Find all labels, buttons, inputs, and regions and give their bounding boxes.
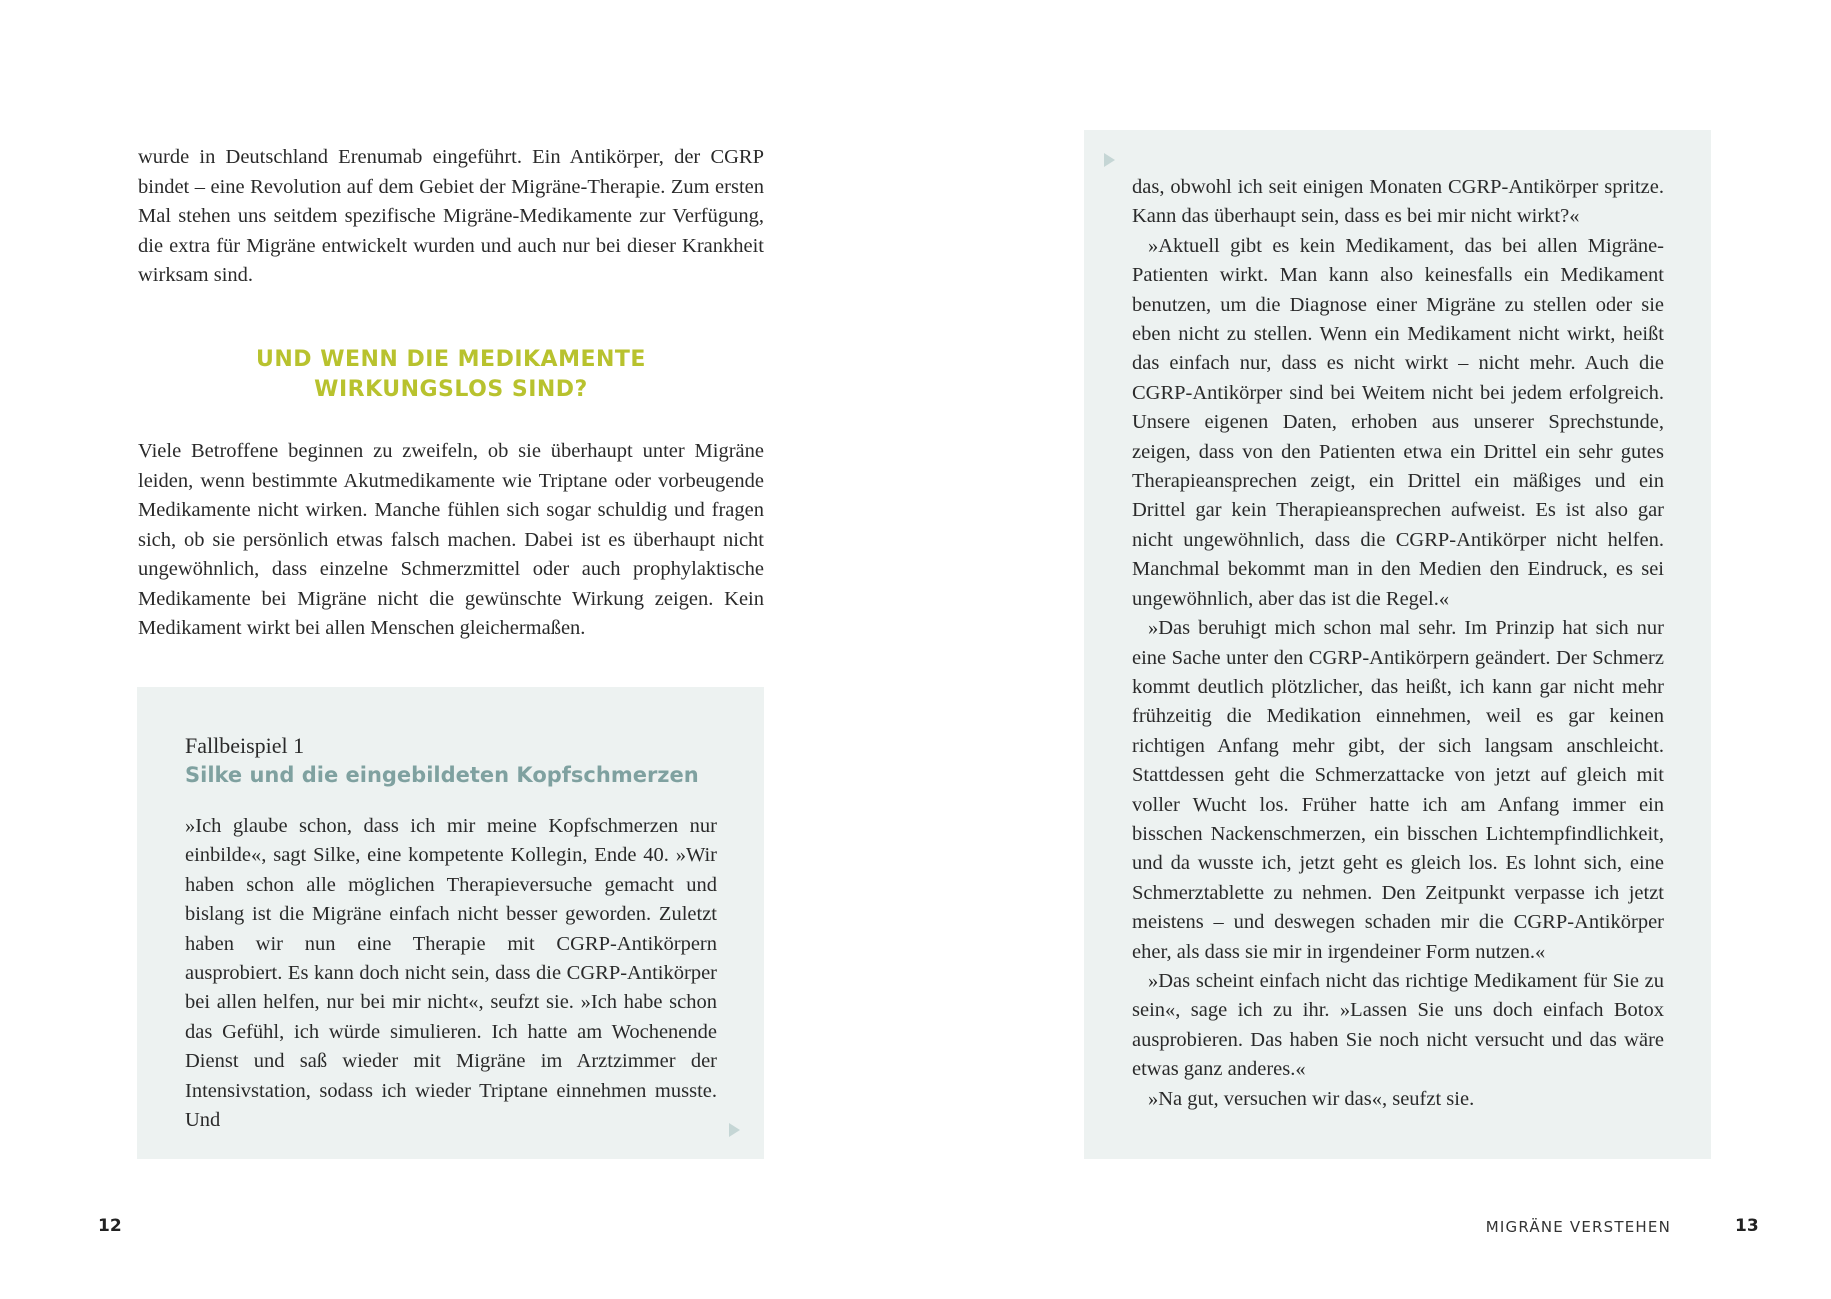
case-study-text: »Ich glaube schon, dass ich mir meine Kopfschmerzen nur einbilde«, sagt Silke, eine kompetente Kollegin, Ende 40. »Wir haben schon alle möglichen Therapieversuche gemacht und bislang ist die Migräne einfach nicht besser geworden. Zuletzt haben wir nun eine Therapie mit CGRP-Antikörpern ausprobiert. Es kann doch nicht sein, dass die CGRP-Antikörper bei allen helfen, nur bei mir nicht«, seufzt sie. »Ich habe schon das Gefühl, ich würde simulieren. Ich hatte am Wochenende Dienst und saß wieder mit Migräne im Arztzimmer der Intensivstation, sodass ich wieder Triptane einnehmen musste. Und [185,815,717,1132]
continued-arrow-icon [1104,153,1115,167]
section-heading-line-2: WIRKUNGSLOS SIND? [314,377,588,402]
page-number-right: 13 [1735,1216,1759,1236]
continue-arrow-icon [729,1123,740,1137]
case-study-label: Fallbeispiel 1 [185,733,305,758]
case-study-title: Silke und die eingebildeten Kopfschmerzen [185,763,699,787]
continuation-paragraph-4: »Das scheint einfach nicht das richtige Medikament für Sie zu sein«, sage ich zu ihr. »Lassen Sie uns doch einfach Botox ausprobieren. Das haben Sie noch nicht versucht und das wäre etwas ganz anderes.« [1132,969,1664,1081]
continuation-paragraph-1: das, obwohl ich seit einigen Monaten CGRP-Antikörper spritze. Kann das überhaupt sein, dass es bei mir nicht wirkt?« [1132,176,1664,228]
continuation-paragraph-5: »Na gut, versuchen wir das«, seufzt sie. [1148,1087,1475,1110]
case-study-box [137,687,764,1159]
page-number-left: 12 [98,1216,122,1236]
left-page-intro [138,143,764,291]
continuation-paragraph-2: »Aktuell gibt es kein Medikament, das bei allen Migräne-Patienten wirkt. Man kann also keinesfalls ein Medikament benutzen, um die Diagnose einer Migräne zu stellen oder sie eben nicht zu stellen. Wenn ein Medikament nicht wirkt, heißt das einfach nur, dass es nicht wirkt – nicht mehr. Auch die CGRP-Antikörper sind bei Weitem nicht bei jedem erfolgreich. Unsere eigenen Daten, erhoben aus unserer Sprechstunde, zeigen, dass von den Patienten etwa ein Drittel ein sehr gutes Therapieansprechen zeigt, ein Drittel ein mäßiges und ein Drittel gar kein Therapieansprechen aufweist. Es ist also gar nicht ungewöhnlich, dass die CGRP-Antikörper nicht helfen. Manchmal bekommt man in den Medien den Eindruck, es sei ungewöhnlich, aber das ist die Regel.« [1132,234,1664,610]
section-heading-line-1: UND WENN DIE MEDIKAMENTE [256,347,646,372]
intro-paragraph: wurde in Deutschland Erenumab eingeführt. Ein Antikörper, der CGRP bindet – eine Revolution auf dem Gebiet der Migräne-Therapie. Zum ersten Mal stehen uns seitdem spezifische Migräne-Medikamente zur Verfügung, die extra für Migräne entwickelt wurden und auch nur bei dieser Krankheit wirksam sind. [138,146,764,286]
body-paragraph: Viele Betroffene beginnen zu zweifeln, ob sie überhaupt unter Migräne leiden, wenn bestimmte Akutmedikamente wie Triptane oder vorbeugende Medikamente nicht wirken. Manche fühlen sich sogar schuldig und fragen sich, ob sie persönlich etwas falsch machen. Dabei ist es überhaupt nicht ungewöhnlich, dass einzelne Schmerzmittel oder auch prophylaktische Medikamente bei Migräne nicht die gewünschte Wirkung zeigen. Kein Medikament wirkt bei allen Menschen gleichermaßen. [138,440,764,639]
case-study-continuation-box [1084,130,1711,1159]
left-page-body [138,437,764,644]
running-footer-title: MIGRÄNE VERSTEHEN [1485,1218,1671,1236]
continuation-paragraph-3: »Das beruhigt mich schon mal sehr. Im Prinzip hat sich nur eine Sache unter den CGRP-Antikörpern geändert. Der Schmerz kommt deutlich plötzlicher, das heißt, ich kann gar nicht mehr frühzeitig die Medikation einnehmen, weil es gar keinen richtigen Anfang mehr gibt, der sich langsam anschleicht. Stattdessen geht die Schmerzattacke von jetzt auf gleich mit voller Wucht los. Früher hatte ich am Anfang immer ein bisschen Nackenschmerzen, ein bisschen Lichtempfindlichkeit, und da wusste ich, jetzt geht es gleich los. Es lohnt sich, eine Schmerztablette zu nehmen. Den Zeitpunkt verpasse ich jetzt meistens – und deswegen schaden mir die CGRP-Antikörper eher, als dass sie mir in irgendeiner Form nutzen.« [1132,617,1664,963]
section-heading [138,345,764,405]
